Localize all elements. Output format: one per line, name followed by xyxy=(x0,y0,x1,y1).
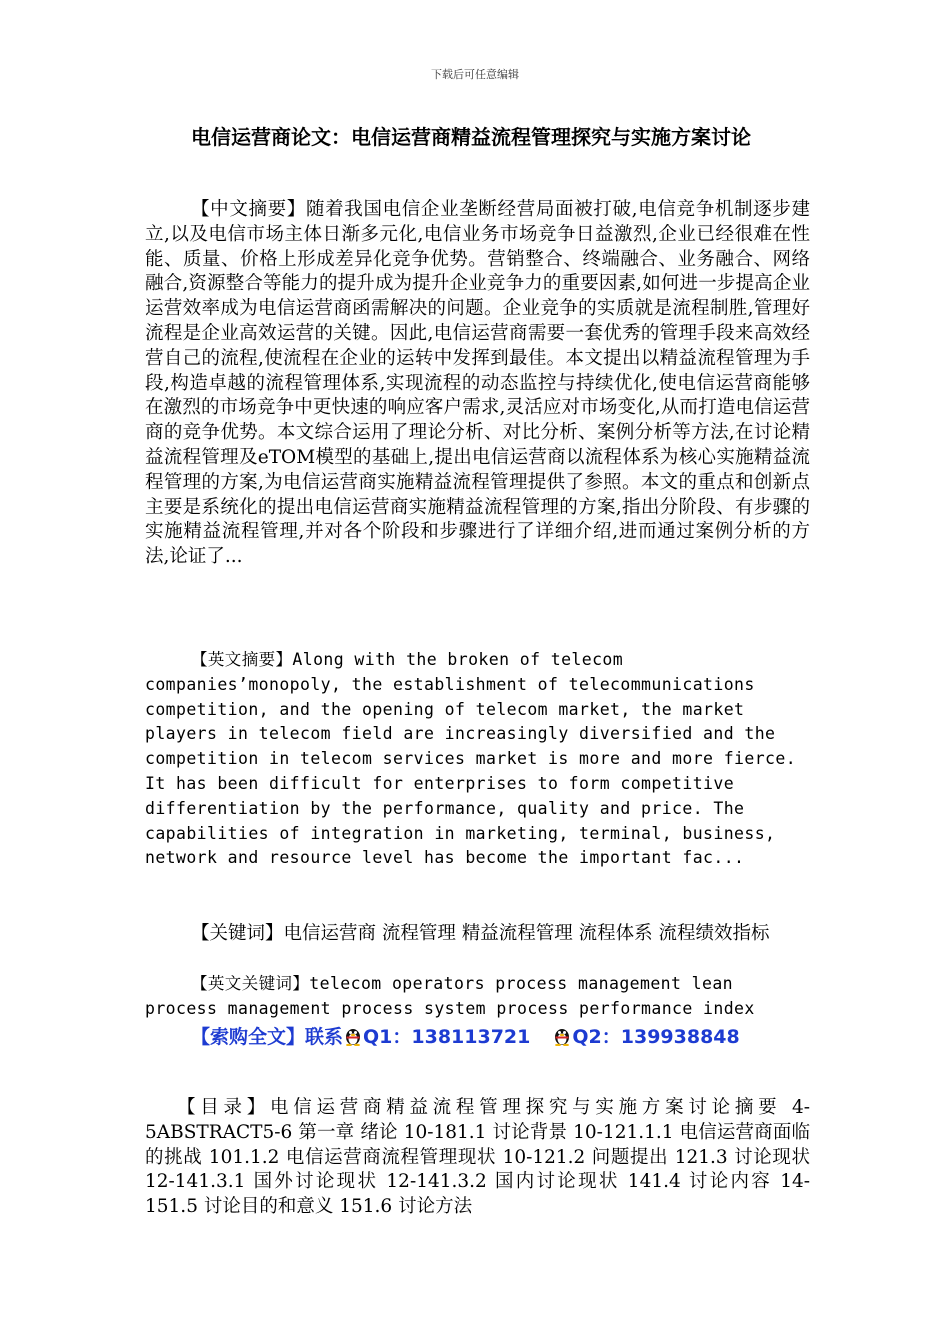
contact-q2[interactable]: Q2：139938848 xyxy=(572,1026,740,1048)
table-of-contents: 【目录】电信运营商精益流程管理探究与实施方案讨论摘要 4-5ABSTRACT5-6 第一章 绪论 10-181.1 讨论背景 10-121.1.1 电信运营商面临的挑战 101.1.2 电信运营商流程管理现状 10-121.2 问题提出 121.3 讨论现状 12-141.3.1 国外讨论现状 12-141.3.2 国内讨论现状 141.4 讨论内容 14-151.5 讨论目的和意义 151.6 讨论方法 xyxy=(145,1097,810,1218)
contact-prefix: 【索购全文】联系 xyxy=(191,1026,344,1048)
header-note: 下载后可任意编辑 xyxy=(431,68,519,81)
keywords-cn: 【关键词】电信运营商 流程管理 精益流程管理 流程体系 流程绩效指标 xyxy=(191,923,770,944)
keywords-en: 【英文关键词】telecom operators process management lean process management process system process performance index xyxy=(145,974,755,1018)
contact-line xyxy=(191,1022,740,1049)
page-title: 电信运营商论文：电信运营商精益流程管理探究与实施方案讨论 xyxy=(191,125,751,149)
qq-penguin-icon xyxy=(553,1026,571,1046)
abstract-cn: 【中文摘要】随着我国电信企业垄断经营局面被打破,电信竞争机制逐步建立,以及电信市场主体日渐多元化,电信业务市场竞争日益激烈,企业已经很难在性能、质量、价格上形成差异化竞争优势。营销整合、终端融合、业务融合、网络融合,资源整合等能力的提升成为提升企业竞争力的重要因素,如何进一步提高企业运营效率成为电信运营商函需解决的问题。企业竞争的实质就是流程制胜,管理好流程是企业高效运营的关键。因此,电信运营商需要一套优秀的管理手段来高效经营自己的流程,使流程在企业的运转中发挥到最佳。本文提出以精益流程管理为手段,构造卓越的流程管理体系,实现流程的动态监控与持续优化,使电信运营商能够在激烈的市场竞争中更快速的响应客户需求,灵活应对市场变化,从而打造电信运营商的竞争优势。本文综合运用了理论分析、对比分析、案例分析等方法,在讨论精益流程管理及eTOM模型的基础上,提出电信运营商以流程体系为核心实施精益流程管理的方案,为电信运营商实施精益流程管理提供了参照。本文的重点和创新点主要是系统化的提出电信运营商实施精益流程管理的方案,指出分阶段、有步骤的实施精益流程管理,并对各个阶段和步骤进行了详细介绍,进而通过案例分析的方法,论证了... xyxy=(145,199,810,568)
qq-penguin-icon xyxy=(344,1026,362,1046)
abstract-en: 【英文摘要】Along with the broken of telecom companies’monopoly, the establishment of telecommunications competition, and the opening of telecom market, the market players in telecom field are increasingly diversified and the competition in telecom services market is more and more fierce. It has been difficult for enterprises to form competitive differentiation by the performance, quality and price. The capabilities of integration in marketing, terminal, business, network and resource level has become the important fac... xyxy=(145,650,797,868)
contact-q1[interactable]: Q1：138113721 xyxy=(363,1026,531,1048)
